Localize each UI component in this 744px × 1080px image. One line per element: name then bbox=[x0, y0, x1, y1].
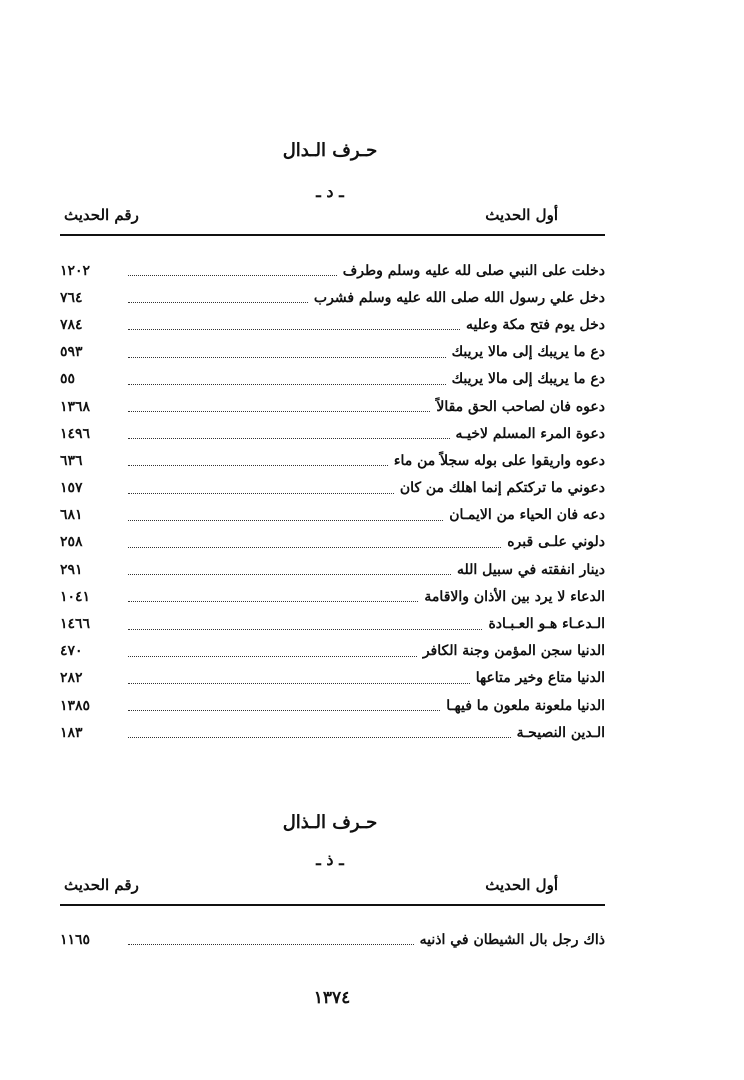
list-item bbox=[60, 529, 605, 556]
dot-leader bbox=[128, 629, 482, 630]
dot-leader bbox=[128, 357, 446, 358]
entry-number: ٦٨١ bbox=[60, 507, 83, 524]
list-item bbox=[60, 420, 605, 447]
column-header-hadith-number: رقم الحديث bbox=[64, 206, 139, 224]
entry-text: ذاك رجل بال الشيطان في اذنيه bbox=[419, 931, 605, 948]
list-item bbox=[60, 311, 605, 338]
dot-leader bbox=[128, 601, 418, 602]
list-item bbox=[60, 926, 605, 953]
dot-leader bbox=[128, 710, 440, 711]
entry-number: ١٨٣ bbox=[60, 724, 83, 741]
list-item bbox=[60, 638, 605, 665]
section-title-dhal: حـرف الـذال bbox=[282, 812, 378, 833]
list-item bbox=[60, 719, 605, 746]
entry-text: دلوني علـى قبره bbox=[507, 534, 605, 551]
entry-number: ٧٨٤ bbox=[60, 316, 83, 333]
dot-leader bbox=[128, 465, 388, 466]
entry-text: دخل يوم فتح مكة وعليه bbox=[466, 316, 605, 333]
dot-leader bbox=[128, 656, 417, 657]
entry-text: الـدين النصيحـة bbox=[516, 724, 605, 741]
entry-number: ١١٦٥ bbox=[60, 931, 91, 948]
dot-leader bbox=[128, 384, 446, 385]
dot-leader bbox=[128, 683, 470, 684]
entry-text: الدنيا سجن المؤمن وجنة الكافر bbox=[422, 643, 605, 660]
entry-text: دع ما يريبك إلى مالا يريبك bbox=[451, 371, 605, 388]
entry-text: دخلت على النبي صلى لله عليه وسلم وطرف bbox=[342, 262, 605, 279]
dot-leader bbox=[128, 411, 430, 412]
dot-leader bbox=[128, 520, 443, 521]
dot-leader bbox=[128, 547, 501, 548]
entry-number: ١٤٩٦ bbox=[60, 425, 91, 442]
entry-list-dhal bbox=[60, 926, 605, 953]
list-item bbox=[60, 475, 605, 502]
section-title-dal: حـرف الـدال bbox=[282, 140, 378, 161]
section-letter-dhal: ـ ذ ـ bbox=[316, 850, 344, 869]
column-header-first-words: أول الحديث bbox=[485, 206, 558, 224]
dot-leader bbox=[128, 302, 308, 303]
entry-text: دعوني ما تركتكم إنما اهلك من كان bbox=[399, 480, 605, 497]
entry-number: ٥٥ bbox=[60, 371, 76, 388]
list-item bbox=[60, 502, 605, 529]
list-item bbox=[60, 583, 605, 610]
entry-text: دينار انفقته في سبيل الله bbox=[457, 561, 605, 578]
dot-leader bbox=[128, 944, 414, 945]
dot-leader bbox=[128, 275, 337, 276]
entry-text: دعوه فان لصاحب الحق مقالاً bbox=[436, 398, 605, 415]
entry-number: ٢٩١ bbox=[60, 561, 83, 578]
list-item bbox=[60, 257, 605, 284]
entry-number: ١٤٦٦ bbox=[60, 616, 91, 633]
entry-number: ٢٥٨ bbox=[60, 534, 83, 551]
dot-leader bbox=[128, 329, 460, 330]
entry-number: ٥٩٣ bbox=[60, 344, 83, 361]
list-item bbox=[60, 284, 605, 311]
entry-text: دعوه واريقوا على بوله سجلاً من ماء bbox=[393, 452, 605, 469]
entry-number: ٦٣٦ bbox=[60, 452, 83, 469]
page-number: ١٣٧٤ bbox=[313, 988, 351, 1008]
entry-text: دعوة المرء المسلم لاخيـه bbox=[455, 425, 605, 442]
dot-leader bbox=[128, 737, 511, 738]
column-header-first-words: أول الحديث bbox=[485, 876, 558, 894]
entry-text: دع ما يريبك إلى مالا يريبك bbox=[451, 344, 605, 361]
entry-number: ١٣٦٨ bbox=[60, 398, 91, 415]
entry-text: الدنيا ملعونة ملعون ما فيهـا bbox=[446, 697, 605, 714]
dot-leader bbox=[128, 493, 394, 494]
entry-number: ١٣٨٥ bbox=[60, 697, 91, 714]
header-rule bbox=[60, 234, 605, 236]
entry-text: الـدعـاء هـو العـبـادة bbox=[488, 616, 605, 633]
entry-number: ١٠٤١ bbox=[60, 588, 91, 605]
list-item bbox=[60, 610, 605, 637]
entry-text: دخل علي رسول الله صلى الله عليه وسلم فشرب bbox=[313, 289, 605, 306]
entry-text: الدعاء لا يرد بين الأذان والاقامة bbox=[424, 588, 605, 605]
header-rule bbox=[60, 904, 605, 906]
list-item bbox=[60, 393, 605, 420]
entry-number: ١٢٠٢ bbox=[60, 262, 91, 279]
entry-number: ١٥٧ bbox=[60, 480, 83, 497]
dot-leader bbox=[128, 438, 450, 439]
list-item bbox=[60, 692, 605, 719]
list-item bbox=[60, 556, 605, 583]
entry-text: دعه فان الحياء من الايمـان bbox=[449, 507, 605, 524]
section-letter-dal: ـ د ـ bbox=[316, 182, 344, 201]
entry-list-dal bbox=[60, 257, 605, 746]
entry-text: الدنيا متاع وخير متاعها bbox=[475, 670, 605, 687]
list-item bbox=[60, 366, 605, 393]
dot-leader bbox=[128, 574, 451, 575]
list-item bbox=[60, 339, 605, 366]
entry-number: ٢٨٢ bbox=[60, 670, 83, 687]
entry-number: ٤٧٠ bbox=[60, 643, 83, 660]
list-item bbox=[60, 447, 605, 474]
entry-number: ٧٦٤ bbox=[60, 289, 83, 306]
list-item bbox=[60, 665, 605, 692]
column-header-hadith-number: رقم الحديث bbox=[64, 876, 139, 894]
